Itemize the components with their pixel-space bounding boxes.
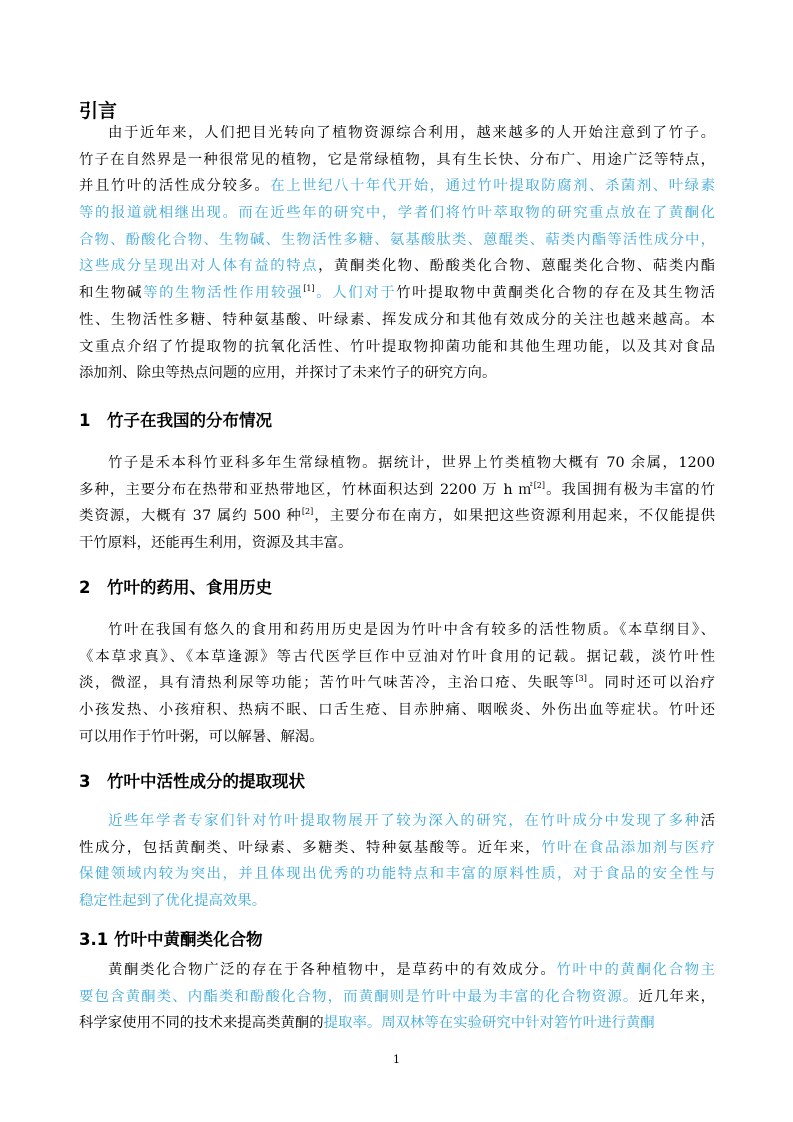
body-text: 竹子是禾本科竹亚科多年生常绿植物。据统计，世界上竹类植物大概有 70 余属，1200 [108, 455, 715, 471]
text-line [79, 530, 715, 557]
body-text: 竹子在自然界是一种很常见的植物，它是常绿植物，具有生长快、分布广、用途广泛等特点， [79, 151, 715, 168]
section-1-number: 1 [79, 411, 91, 430]
text-line [79, 307, 715, 334]
highlighted-text: 。人们对于 [314, 285, 397, 302]
citation-ref: [3] [575, 674, 587, 684]
text-line [79, 173, 715, 200]
body-text: 可以用作于竹叶粥，可以解暑、解渴。 [79, 728, 324, 745]
citation-ref: [2] [533, 480, 546, 490]
text-line [79, 861, 715, 888]
text-line [79, 1010, 715, 1037]
intro-heading: 引言 [79, 100, 118, 122]
highlighted-text: 竹叶中的黄酮化合物主 [556, 962, 715, 978]
body-text: 《本草求真》、《本草逢源》等古代医学巨作中豆油对竹叶食用的记载。据记载，淡竹叶性 [79, 648, 715, 665]
body-text: 科学家使用不同的技术来提高类黄酮的 [79, 1015, 324, 1032]
section-1-heading [79, 409, 272, 433]
body-text: 竹叶提取物中黄酮类化合物的存在及其生物活 [396, 285, 715, 302]
text-line [79, 670, 715, 697]
highlighted-text: 竹叶在食品添加剂与医疗 [541, 839, 715, 856]
body-text: 。我国拥有极为丰富的竹 [545, 481, 715, 498]
body-text: 竹叶在我国有悠久的食用和药用历史是因为竹叶中含有较多的活性物质。《本草纲目》、 [108, 622, 715, 638]
body-text: 活 [700, 813, 715, 829]
section-3-heading [79, 770, 305, 794]
body-text: 添加剂、除虫等热点问题的应用，并探讨了未来竹子的研究方向。 [79, 365, 497, 382]
text-line [79, 120, 715, 147]
subsection-3-1-paragraph [79, 957, 715, 1037]
section-3-title: 竹叶中活性成分的提取现状 [107, 772, 305, 791]
text-line [79, 957, 715, 984]
highlighted-text: 要包含黄酮类、内酯类和酚酸化合物，而黄酮则是竹叶中最为丰富的化合物资源。 [79, 988, 639, 1005]
body-text: 和生物碱 [79, 285, 144, 302]
text-line [79, 334, 715, 361]
body-text: ，主要分布在南方，如果把这些资源利用起来，不仅能提供 [313, 508, 715, 525]
highlighted-text: 在上世纪八十年代开始，通过竹叶提取防腐剂、杀菌剂、叶绿素 [270, 178, 715, 195]
highlighted-text: 稳定性起到了优化提高效果。 [79, 893, 267, 910]
intro-paragraph [79, 120, 715, 387]
body-text: 类资源，大概有 37 属约 500 种 [79, 508, 302, 525]
text-line [79, 360, 715, 387]
body-text: 。同时还可以治疗 [586, 675, 715, 692]
text-line [79, 280, 715, 307]
highlighted-text: 等的生物活性作用较强 [143, 285, 304, 302]
section-2-title: 竹叶的药用、食用历史 [107, 578, 272, 597]
highlighted-text: 合物、酚酸化合物、生物碱、生物活性多糖、氨基酸肽类、蒽醌类、萜类内酯等活性成分中， [79, 231, 715, 248]
section-2-heading [79, 576, 272, 600]
text-line [79, 200, 715, 227]
text-line [79, 835, 715, 862]
body-text: 黄酮类化合物广泛的存在于各种植物中，是草药中的有效成分。 [108, 962, 557, 978]
text-line [79, 808, 715, 835]
highlighted-text: 这些成分呈现出对人体有益的特点 [79, 258, 319, 275]
body-text: 多种，主要分布在热带和亚热带地区，竹林面积达到 2200 万 h ㎡ [79, 481, 534, 498]
text-line [79, 697, 715, 724]
body-text: 淡，微涩，具有清热利尿等功能；苦竹叶气味苦冷，主治口疮、失眠等 [79, 675, 576, 692]
highlighted-text: 提取率。周双林等在实验研究中针对箬竹叶进行黄酮 [323, 1015, 655, 1032]
text-line [79, 984, 715, 1011]
body-text: 性、生物活性多糖、特种氨基酸、叶绿素、挥发成分和其他有效成分的关注也越来越高。本 [79, 311, 715, 328]
text-line [79, 888, 715, 915]
text-line [79, 644, 715, 671]
text-line [79, 227, 715, 254]
text-line [79, 617, 715, 644]
citation-ref: [2] [301, 507, 314, 517]
section-2-paragraph [79, 617, 715, 750]
body-text: 由于近年来，人们把目光转向了植物资源综合利用，越来越多的人开始注意到了竹子。 [108, 125, 715, 141]
section-1-paragraph [79, 450, 715, 557]
body-text: 性成分，包括黄酮类、叶绿素、多糖类、特种氨基酸等。近年来， [79, 839, 542, 856]
text-line [79, 253, 715, 280]
highlighted-text: 保健领域内较为突出，并且体现出优秀的功能特点和丰富的原料性质，对于食品的安全性与 [79, 866, 715, 883]
highlighted-text: 等的报道就相继出现。而在近些年的研究中，学者们将竹叶萃取物的研究重点放在了黄酮化 [79, 205, 715, 222]
section-3-number: 3 [79, 772, 91, 791]
text-line [79, 477, 715, 504]
citation-ref: [1] [303, 284, 315, 294]
body-text: 小孩发热、小孩疳积、热病不眠、口舌生疮、目赤肿痛、咽喉炎、外伤出血等症状。竹叶还 [79, 702, 715, 719]
body-text: 近几年来， [638, 988, 715, 1005]
text-line [79, 724, 715, 751]
body-text: 并且竹叶的活性成分较多。 [79, 178, 271, 195]
body-text: 文重点介绍了竹提取物的抗氧化活性、竹叶提取物抑菌功能和其他生理功能，以及其对食品 [79, 338, 715, 355]
text-line [79, 450, 715, 477]
subsection-3-1-heading: 3.1 竹叶中黄酮类化合物 [79, 930, 263, 949]
text-line [79, 147, 715, 174]
section-2-number: 2 [79, 578, 91, 597]
section-3-paragraph [79, 808, 715, 915]
body-text: ，黄酮类化物、酚酸类化合物、蒽醌类化合物、萜类内酯 [318, 258, 715, 275]
highlighted-text: 近些年学者专家们针对竹叶提取物展开了较为深入的研究，在竹叶成分中发现了多种 [108, 813, 701, 829]
body-text: 干竹原料，还能再生利用，资源及其丰富。 [79, 535, 353, 552]
section-1-title: 竹子在我国的分布情况 [107, 411, 272, 430]
text-line [79, 503, 715, 530]
page-number: 1 [393, 1053, 400, 1066]
